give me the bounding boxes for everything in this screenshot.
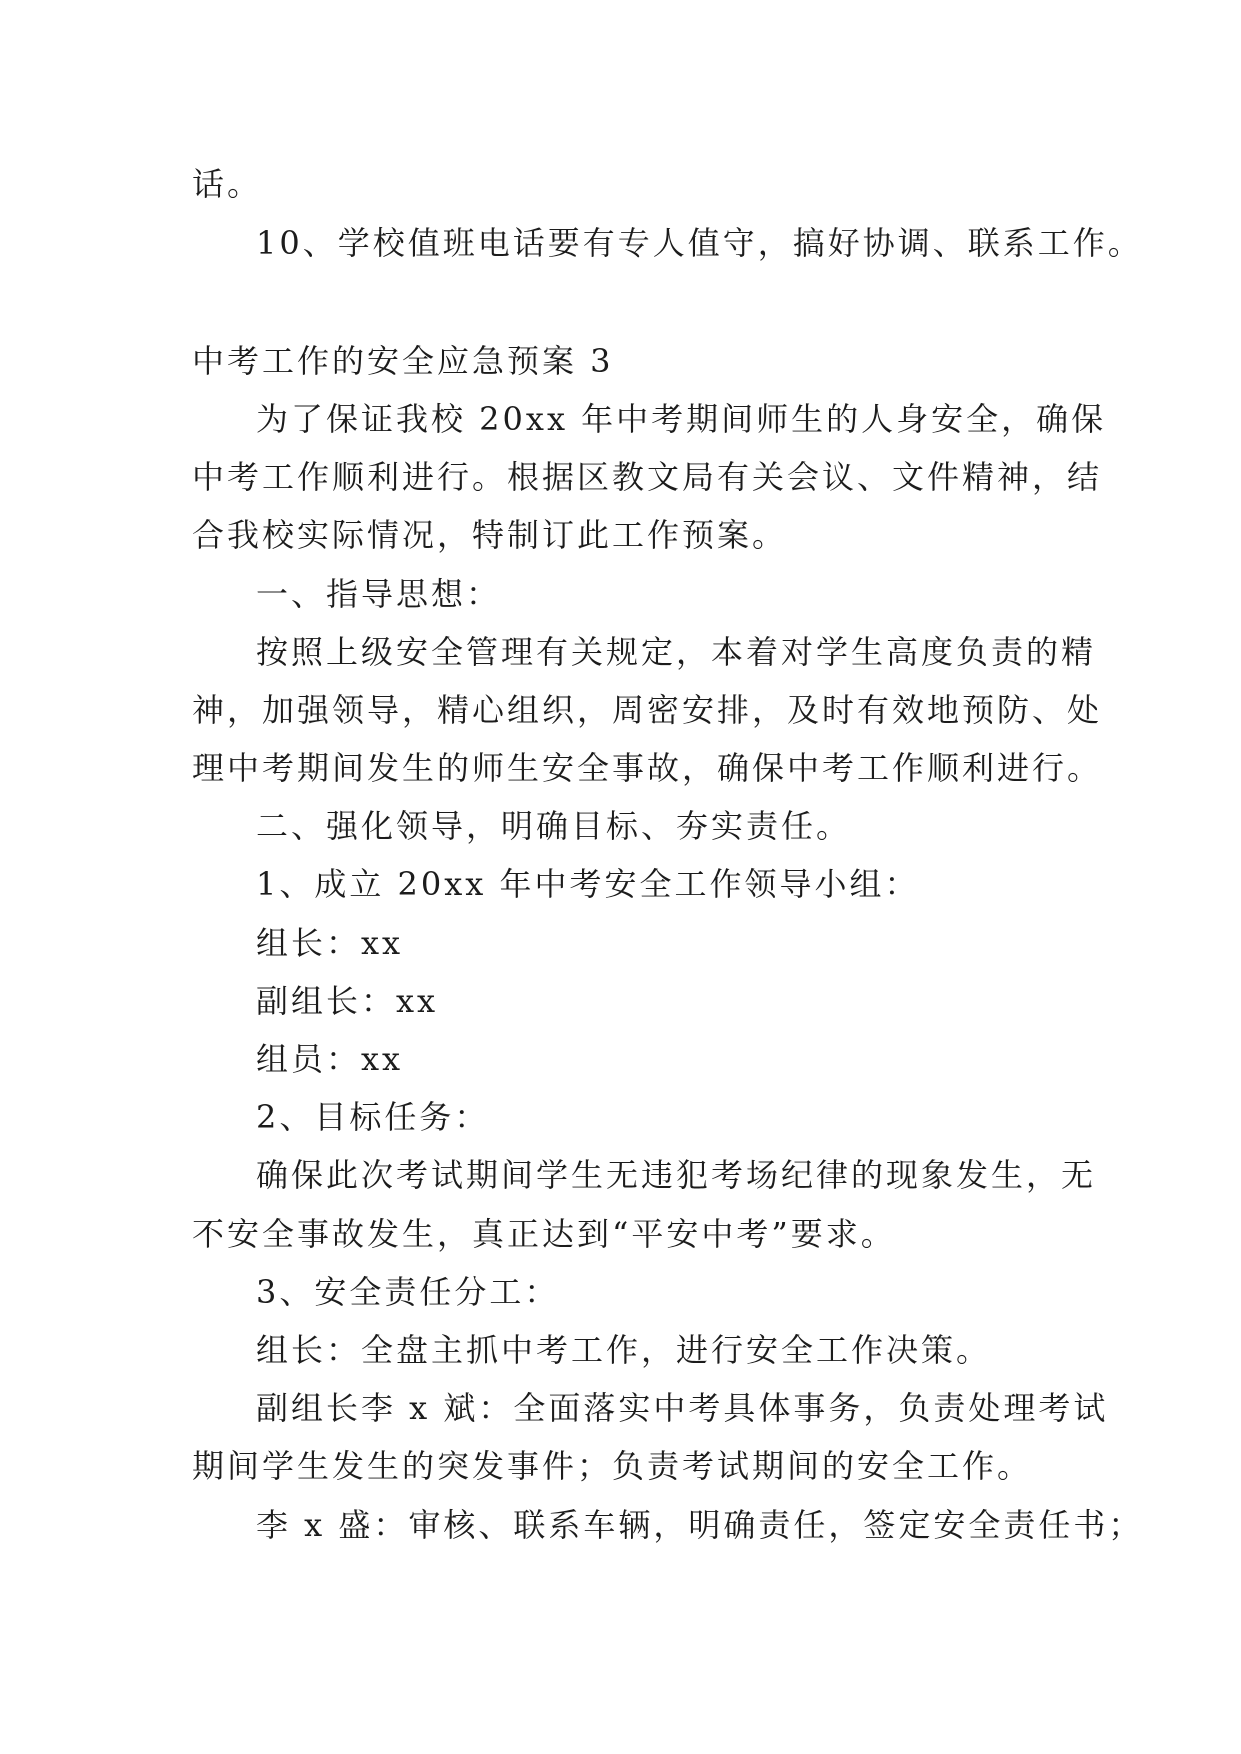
text-line: 期间学生发生的突发事件；负责考试期间的安全工作。 [192, 1447, 1033, 1485]
text-line: 副组长：xx [256, 982, 439, 1020]
text-line: 二、强化领导，明确目标、夯实责任。 [256, 807, 852, 845]
text-line: 理中考期间发生的师生安全事故，确保中考工作顺利进行。 [192, 749, 1103, 787]
text-line: 李 x 盛：审核、联系车辆，明确责任，签定安全责任书； [256, 1506, 1144, 1544]
text-line: 合我校实际情况，特制订此工作预案。 [192, 516, 788, 554]
text-line: 1、成立 20xx 年中考安全工作领导小组： [256, 865, 920, 903]
text-line: 按照上级安全管理有关规定，本着对学生高度负责的精 [256, 633, 1097, 671]
text-line: 3、安全责任分工： [256, 1273, 560, 1311]
text-line: 话。 [192, 165, 263, 203]
text-line: 一、指导思想： [256, 575, 502, 613]
section-heading: 中考工作的安全应急预案 3 [192, 342, 614, 380]
text-line: 不安全事故发生，真正达到“平安中考”要求。 [192, 1215, 896, 1253]
text-line: 2、目标任务： [256, 1098, 490, 1136]
text-line: 组员：xx [256, 1040, 404, 1078]
text-line: 组长：全盘主抓中考工作，进行安全工作决策。 [256, 1331, 992, 1369]
text-line: 为了保证我校 20xx 年中考期间师生的人身安全，确保 [256, 400, 1107, 438]
text-line: 确保此次考试期间学生无违犯考场纪律的现象发生，无 [256, 1156, 1097, 1194]
text-line: 神，加强领导，精心组织，周密安排，及时有效地预防、处 [192, 691, 1103, 729]
text-line: 组长：xx [256, 924, 404, 962]
text-line: 中考工作顺利进行。根据区教文局有关会议、文件精神，结 [192, 458, 1103, 496]
text-line: 副组长李 x 斌：全面落实中考具体事务，负责处理考试 [256, 1389, 1109, 1427]
text-line: 10、学校值班电话要有专人值守，搞好协调、联系工作。 [256, 224, 1143, 262]
